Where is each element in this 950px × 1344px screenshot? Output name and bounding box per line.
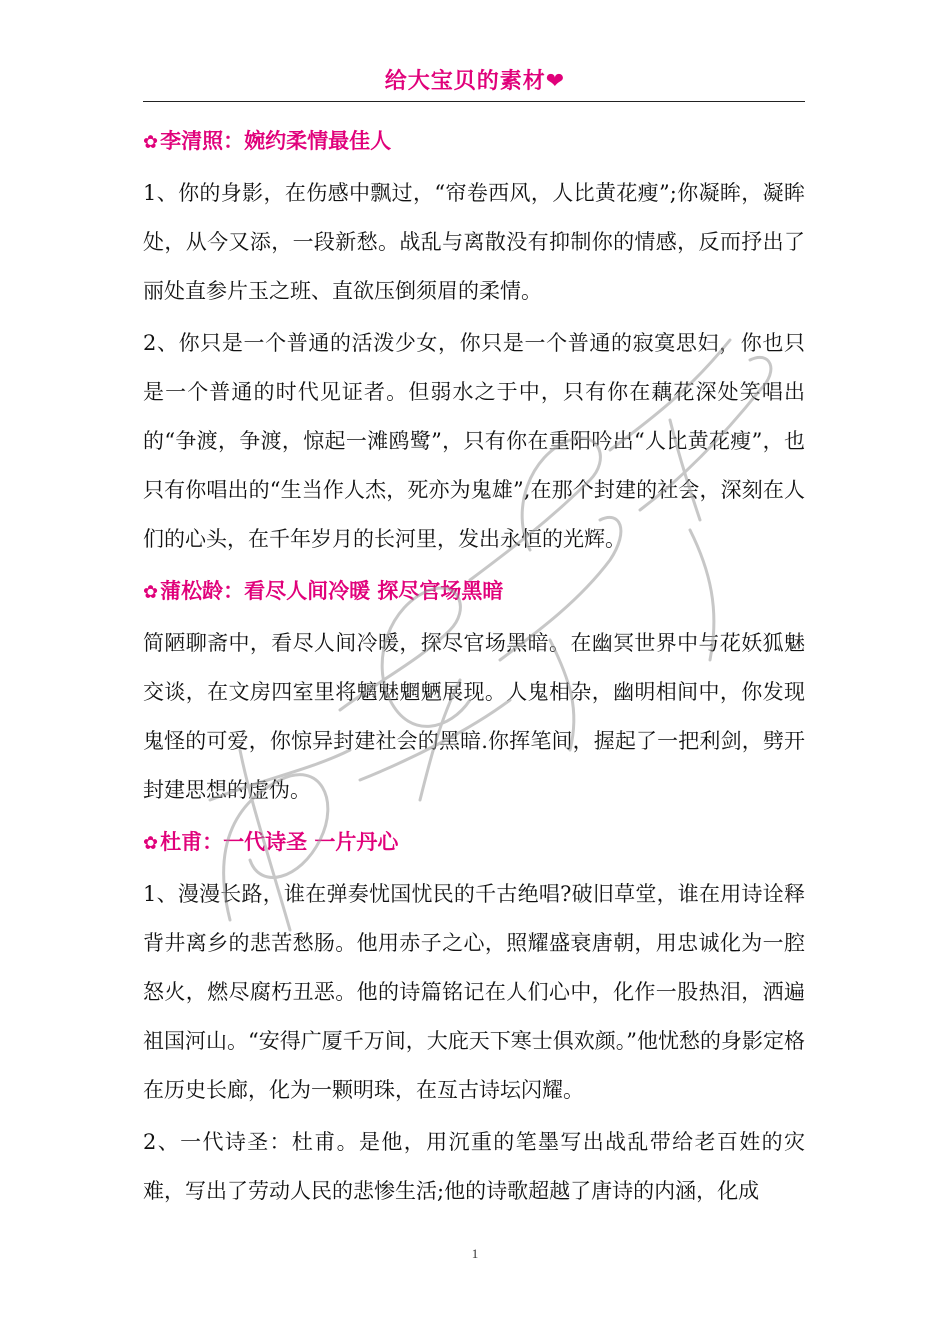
section-heading-text: 李清照：婉约柔情最佳人: [160, 129, 392, 153]
section-du-fu: [143, 818, 805, 1216]
flower-icon: ✿: [143, 833, 159, 854]
section-heading-text: 杜甫：一代诗圣 一片丹心: [160, 830, 399, 854]
section-heading: [143, 818, 805, 867]
paragraph: 2、一代诗圣：杜甫。是他，用沉重的笔墨写出战乱带给老百姓的灾难，写出了劳动人民的悲惨生活;他的诗歌超越了唐诗的内涵，化成: [143, 1130, 805, 1203]
flower-icon: ✿: [143, 132, 159, 153]
header-divider: [143, 101, 805, 102]
section-heading: [143, 567, 805, 616]
paragraph: 简陋聊斋中，看尽人间冷暖，探尽官场黑暗。在幽冥世界中与花妖狐魅交谈，在文房四室里将魑魅魍魉展现。人鬼相杂，幽明相间中，你发现鬼怪的可爱，你惊异封建社会的黑暗.你挥笔间，握起了一把利剑，劈开封建思想的虚伪。: [143, 631, 805, 802]
flower-icon: ✿: [143, 582, 159, 603]
document-body: [143, 117, 805, 1219]
paragraph: 1、你的身影，在伤感中飘过，“帘卷西风，人比黄花瘦”;你凝眸，凝眸处，从今又添，一段新愁。战乱与离散没有抑制你的情感，反而抒出了丽处直参片玉之班、直欲压倒须眉的柔情。: [143, 181, 805, 303]
paragraph: 2、你只是一个普通的活泼少女，你只是一个普通的寂寞思妇，你也只是一个普通的时代见证者。但弱水之于中，只有你在藕花深处笑唱出的“争渡，争渡，惊起一滩鸥鹭”，只有你在重阳吟出“人比黄花瘦”，也只有你唱出的“生当作人杰，死亦为鬼雄”,在那个封建的社会，深刻在人们的心头，在千年岁月的长河里，发出永恒的光辉。: [143, 331, 805, 551]
section-pu-songling: [143, 567, 805, 815]
section-li-qingzhao: [143, 117, 805, 564]
page-number: 1: [471, 1246, 479, 1261]
page-header-title: 给大宝贝的素材❤: [384, 69, 566, 94]
section-heading-text: 蒲松龄：看尽人间冷暖 探尽官场黑暗: [160, 579, 504, 603]
section-heading: [143, 117, 805, 166]
paragraph: 1、漫漫长路，谁在弹奏忧国忧民的千古绝唱?破旧草堂，谁在用诗诠释背井离乡的悲苦愁肠。他用赤子之心，照耀盛衰唐朝，用忠诚化为一腔怒火，燃尽腐朽丑恶。他的诗篇铭记在人们心中，化作一股热泪，洒遍祖国河山。“安得广厦千万间，大庇天下寒士俱欢颜。”他忧愁的身影定格在历史长廊，化为一颗明珠，在亙古诗坛闪耀。: [143, 882, 805, 1102]
